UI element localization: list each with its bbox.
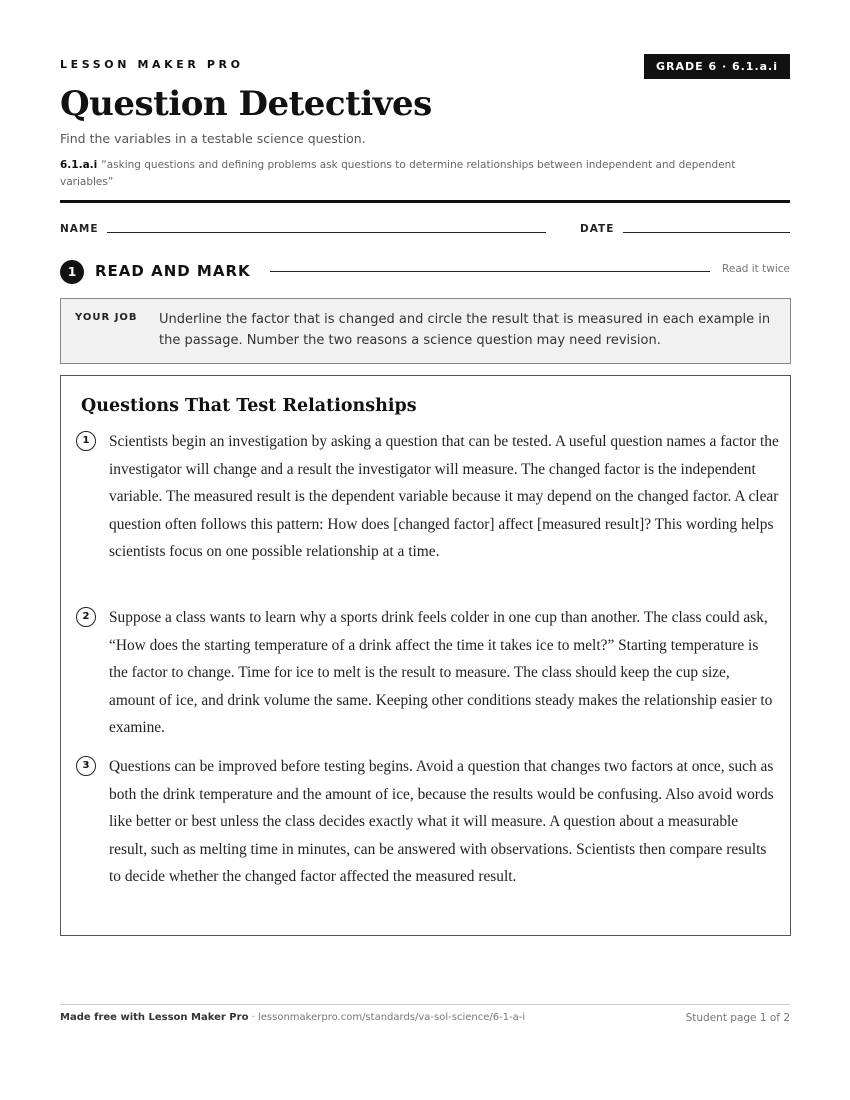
job-instructions-box	[60, 298, 791, 364]
standard-code: 6.1.a.i	[60, 159, 98, 171]
page-title: Question Detectives	[60, 84, 432, 124]
paragraph-text: Questions can be improved before testing begins. Avoid a question that changes two factors at once, such as both the drink temperature and the amount of ice, because the results would be confusing. Also avoid words like better or best unless the class decides exactly what it will measure. A question about a measurable result, such as melting time in minutes, can be answered with observations. Scientists then compare results to decide whether the changed factor affected the measured result.	[109, 758, 774, 886]
name-label: NAME	[60, 223, 99, 235]
paragraph-text: Suppose a class wants to learn why a sports drink feels colder in one cup than another. The class could ask, “How does the starting temperature of a drink affect the time it takes ice to melt?” Starting temperature is the factor to change. Time for ice to melt is the result to measure. The class should keep the cup size, amount of ice, and drink volume the same. Keeping other conditions steady makes the relationship easier to examine.	[109, 609, 773, 737]
footer-url[interactable]: · lessonmakerpro.com/standards/va-sol-science/6-1-a-i	[248, 1012, 526, 1023]
date-field[interactable]	[623, 232, 790, 233]
job-text: Underline the factor that is changed and circle the result that is measured in each example in the passage. Number the two reasons a science question may need revision.	[159, 312, 771, 348]
section-note: Read it twice	[722, 263, 790, 275]
passage-box	[60, 375, 791, 936]
standard-statement	[60, 157, 780, 191]
footer-page-number: Student page 1 of 2	[685, 1012, 790, 1024]
grade-badge: GRADE 6 · 6.1.a.i	[644, 54, 790, 79]
section-number-badge: 1	[60, 260, 84, 284]
paragraph-number-icon: 3	[76, 756, 96, 776]
header-divider	[60, 200, 790, 203]
passage-title: Questions That Test Relationships	[81, 396, 417, 416]
job-label: YOUR JOB	[75, 312, 138, 323]
name-field[interactable]	[107, 232, 546, 233]
standard-text: “asking questions and defining problems ask questions to determine relationships between independent and dependent variables”	[60, 159, 736, 188]
paragraph-number-icon: 2	[76, 607, 96, 627]
date-label: DATE	[580, 223, 615, 235]
paragraph-number-icon: 1	[76, 431, 96, 451]
page-subtitle: Find the variables in a testable science question.	[60, 131, 366, 146]
paragraph-text: Scientists begin an investigation by asking a question that can be tested. A useful question names a factor the investigator will change and a result the investigator will measure. The changed factor is the independent variable. The measured result is the dependent variable because it may depend on the changed factor. A clear question often follows this pattern: How does [changed factor] affect [measured result]? This wording helps scientists focus on one possible relationship at a time.	[109, 433, 779, 561]
footer-credit	[60, 1012, 525, 1023]
brand-name: LESSON MAKER PRO	[60, 58, 244, 71]
footer-made-with: Made free with Lesson Maker Pro	[60, 1012, 249, 1023]
footer-divider	[60, 1004, 790, 1005]
section-rule	[270, 271, 710, 272]
section-title: READ AND MARK	[95, 262, 251, 280]
